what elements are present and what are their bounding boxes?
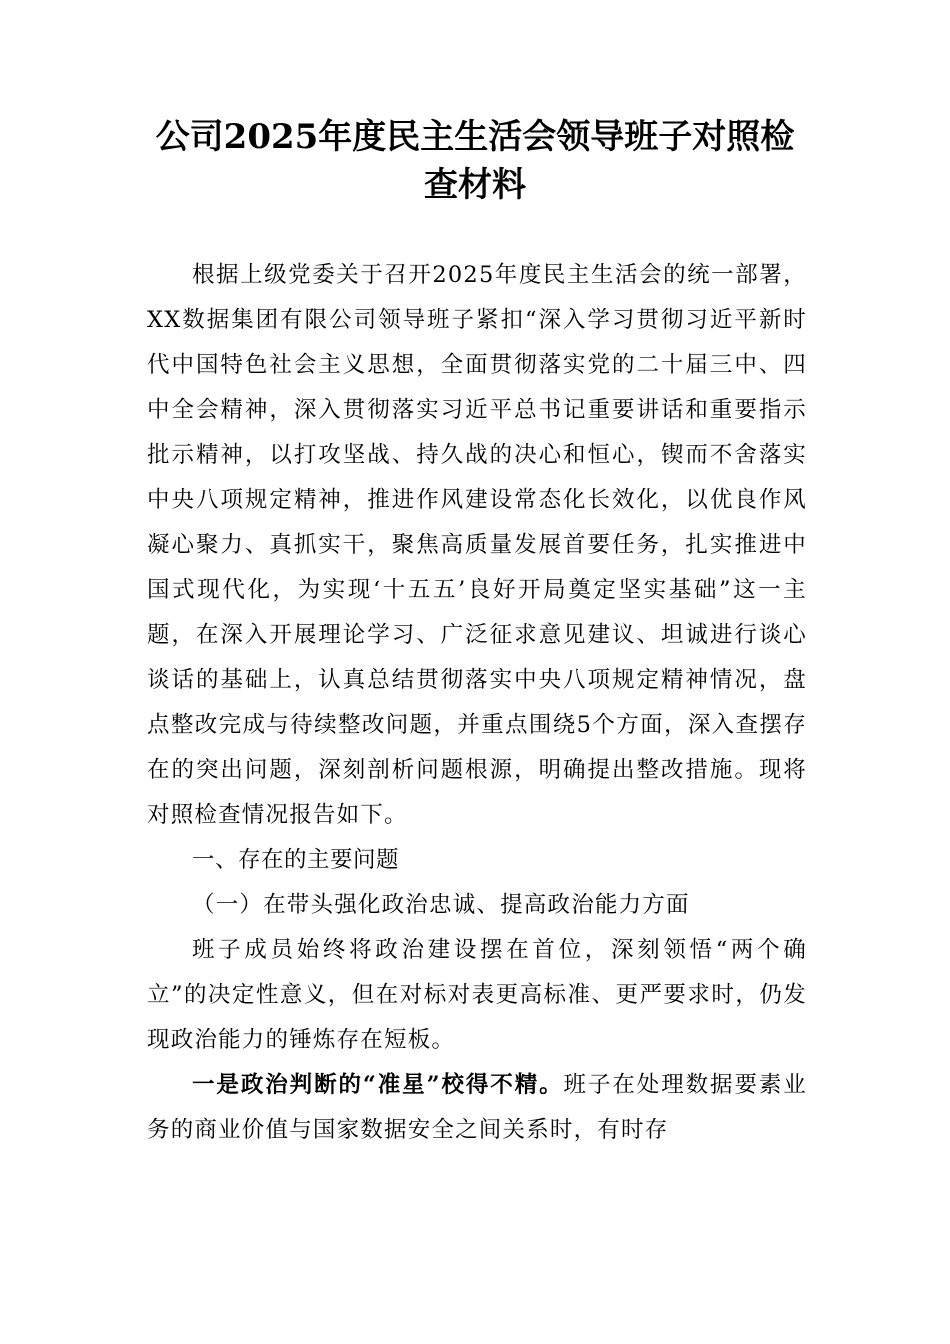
point-paragraph-1 (147, 1063, 807, 1153)
section-heading-1: 一、存在的主要问题 (192, 847, 400, 873)
point-text-1: 班子在处理数据要素业务的商业价值与国家数据安全之间关系时，有时存 (147, 1072, 807, 1143)
point-lead-1: 一是政治判断的“准星”校得不精。 (192, 1072, 564, 1098)
document-body (147, 253, 807, 1153)
document-title: 公司2025年度民主生活会领导班子对照检查材料 (155, 117, 795, 205)
intro-paragraph: 根据上级党委关于召开2025年度民主生活会的统一部署，XX数据集团有限公司领导班子紧扣“深入学习贯彻习近平新时代中国特色社会主义思想，全面贯彻落实党的二十届三中、四中全会精神，深入贯彻落实习近平总书记重要讲话和重要指示批示精神，以打攻坚战、持久战的决心和恒心，锲而不舍落实中央八项规定精神，推进作风建设常态化长效化，以优良作风凝心聚力、真抓实干，聚焦高质量发展首要任务，扎实推进中国式现代化，为实现‘十五五’良好开局奠定坚实基础”这一主题，在深入开展理论学习、广泛征求意见建议、坦诚进行谈心谈话的基础上，认真总结贯彻落实中央八项规定精神情况，盘点整改完成与待续整改问题，并重点围绕5个方面，深入查摆存在的突出问题，深刻剖析问题根源，明确提出整改措施。现将对照检查情况报告如下。 (147, 262, 807, 828)
subsection-heading-1: （一）在带头强化政治忠诚、提高政治能力方面 (192, 892, 690, 918)
subsection-paragraph-1: 班子成员始终将政治建设摆在首位，深刻领悟“两个确立”的决定性意义，但在对标对表更高标准、更严要求时，仍发现政治能力的锤炼存在短板。 (147, 937, 807, 1053)
